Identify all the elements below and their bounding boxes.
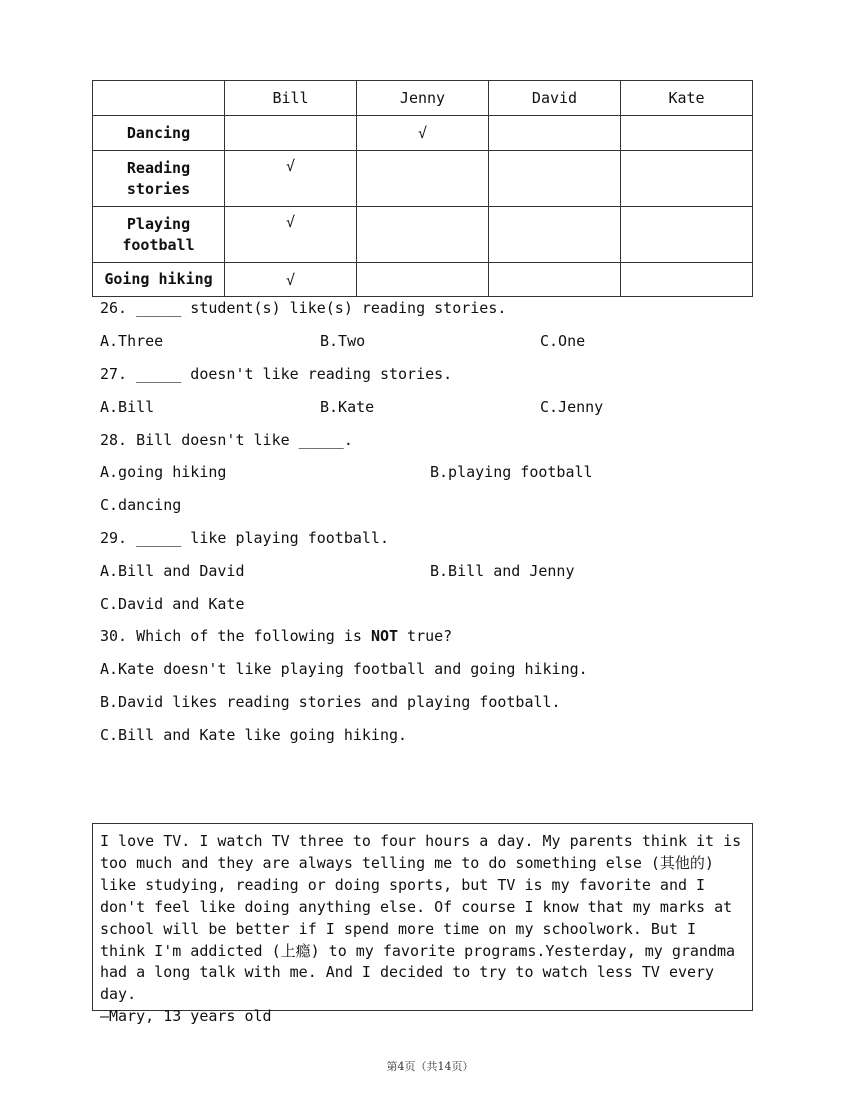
question-27: 27. _____ doesn't like reading stories.: [100, 365, 453, 383]
row-label-line1: Reading: [126, 158, 191, 177]
option-30-a: A.Kate doesn't like playing football and going hiking.: [100, 660, 588, 678]
option-28-c: C.dancing: [100, 496, 182, 514]
row-label-line2: stories: [126, 179, 191, 198]
table-cell: [621, 151, 753, 207]
table-cell: √: [357, 116, 489, 151]
table-cell: √: [225, 263, 357, 297]
option-27-c: C.Jenny: [540, 398, 604, 416]
row-label-dancing: [93, 116, 225, 151]
reading-passage-box: [92, 823, 753, 1026]
question-28: 28. Bill doesn't like _____.: [100, 431, 353, 449]
row-label-text: Going hiking: [104, 270, 213, 288]
table-header-kate: Kate: [621, 81, 753, 116]
table-header-david: David: [489, 81, 621, 116]
table-header-empty: [93, 81, 225, 116]
option-27-a: A.Bill: [100, 398, 155, 416]
option-29-b: B.Bill and Jenny: [430, 562, 575, 580]
question-26: 26. _____ student(s) like(s) reading stories.: [100, 299, 507, 317]
table-cell: [489, 263, 621, 297]
table-header-jenny: Jenny: [357, 81, 489, 116]
option-29-a: A.Bill and David: [100, 562, 245, 580]
row-label-playing-football: [93, 207, 225, 263]
option-26-c: C.One: [540, 332, 586, 350]
table-cell: [489, 151, 621, 207]
row-label-reading-stories: [93, 151, 225, 207]
table-cell: [357, 207, 489, 263]
table-row: [93, 263, 753, 297]
option-28-b: B.playing football: [430, 463, 593, 481]
hobby-table: [92, 80, 753, 297]
table-cell: [621, 116, 753, 151]
option-29-c: C.David and Kate: [100, 595, 245, 613]
option-30-c: C.Bill and Kate like going hiking.: [100, 726, 408, 744]
question-30: [100, 626, 452, 646]
table-cell: √: [225, 207, 357, 263]
question-30-emphasis: NOT: [370, 627, 399, 645]
table-row: [93, 207, 753, 263]
option-26-a: A.Three: [100, 332, 164, 350]
option-27-b: B.Kate: [320, 398, 375, 416]
table-cell: √: [225, 151, 357, 207]
table-row: [93, 116, 753, 151]
table-cell: [225, 116, 357, 151]
table-cell: [621, 263, 753, 297]
passage-text: I love TV. I watch TV three to four hours a day. My parents think it is too much and they are always telling me to do something else (其他的) like studying, reading or doing sports, but TV is my favorite and I don't feel like doing anything else. Of course I know that my marks at school will be better if I spend more time on my schoolwork. But I think I'm addicted (上瘾) to my favorite programs.Yesterday, my grandma had a long talk with me. And I decided to try to watch less TV every day.: [100, 832, 742, 1004]
row-label-text: Dancing: [126, 123, 191, 142]
row-label-line1: Playing: [126, 214, 191, 233]
table-cell: [489, 207, 621, 263]
table-cell: [489, 116, 621, 151]
option-28-a: A.going hiking: [100, 463, 227, 481]
question-30-text: 30. Which of the following is: [100, 627, 371, 645]
page-footer: 第4页（共14页）: [386, 1060, 474, 1073]
question-29: 29. _____ like playing football.: [100, 529, 389, 547]
table-row: [93, 151, 753, 207]
table-header-bill: Bill: [225, 81, 357, 116]
option-26-b: B.Two: [320, 332, 366, 350]
option-30-b: B.David likes reading stories and playing football.: [100, 693, 561, 711]
table-cell: [357, 151, 489, 207]
table-cell: [357, 263, 489, 297]
passage-signature: —Mary, 13 years old: [100, 1007, 272, 1026]
question-30-text-end: true?: [398, 627, 453, 645]
row-label-line2: football: [122, 235, 195, 254]
table-header-row: [93, 81, 753, 116]
table-cell: [621, 207, 753, 263]
row-label-going-hiking: [93, 263, 225, 297]
